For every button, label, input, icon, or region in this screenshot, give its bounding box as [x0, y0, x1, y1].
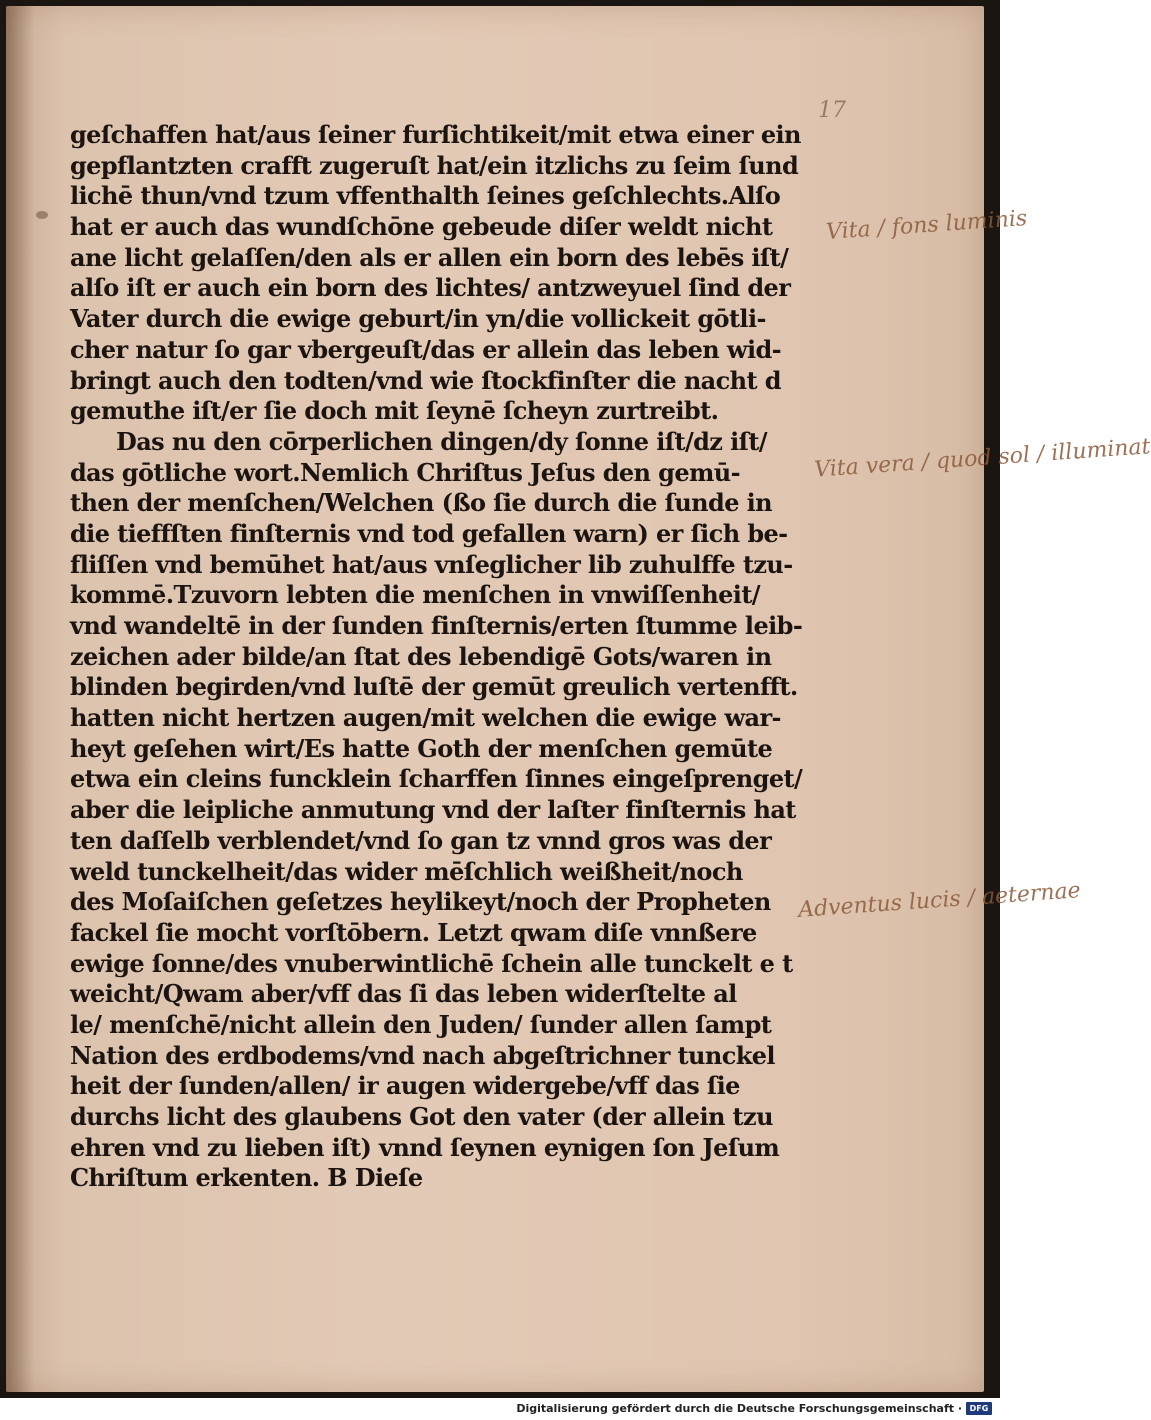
text-line: durchs licht des glaubens Got den vater (der allein tzu — [70, 1102, 773, 1131]
dfg-logo: DFG — [966, 1402, 992, 1415]
text-line: das gōtliche wort.Nemlich Chriſtus Jeſus den gemū- — [70, 457, 741, 487]
text-line: blinden begirden/vnd luſtē der gemūt greulich vertenfft. — [70, 672, 798, 702]
text-line: ten daſſelb verblendet/vnd ſo gan tz vnnd gros was der — [70, 825, 772, 855]
text-line: gemuthe iſt/er ſie doch mit ſeynē ſcheyn zurtreibt. — [70, 396, 719, 426]
text-line: le/ menſchē/nicht allein den Juden/ ſunder allen ſampt — [70, 1009, 772, 1039]
text-line: hatten nicht hertzen augen/mit welchen die ewige war- — [70, 703, 781, 733]
text-line: aber die leipliche anmutung vnd der laſter finſternis hat — [70, 795, 796, 825]
text-line: hat er auch das wundſchōne gebeude diſer weldt nicht — [70, 212, 773, 242]
marginal-note: Vita vera / quod sol / illuminat — [813, 434, 1151, 483]
text-line: fackel ſie mocht vorſtōbern. Letzt qwam diſe vnnßere — [70, 917, 757, 947]
digitization-footer — [0, 1398, 1000, 1420]
binding-mark — [36, 211, 48, 219]
text-line: fliſſen vnd bemūhet hat/aus vnſeglicher lib zuhulffe tzu- — [70, 549, 793, 579]
text-line: heyt geſehen wirt/Es hatte Goth der menſchen gemūte — [70, 733, 773, 763]
text-line: lichē thun/vnd tzum vffenthalth ſeines geſchlechts.Alſo — [70, 181, 781, 211]
text-line: Nation des erdbodems/vnd nach abgeſtrichner tunckel — [70, 1040, 775, 1070]
folio-number: 17 — [818, 98, 846, 123]
text-line: vnd wandeltē in der ſunden finſternis/erten ſtumme leib- — [70, 611, 803, 640]
text-line: etwa ein cleins funcklein ſcharffen ſinnes eingeſprenget/ — [70, 764, 803, 794]
text-line: alſo iſt er auch ein born des lichtes/ antzweyuel ſind der — [70, 273, 791, 303]
text-line: then der menſchen/Welchen (ßo ſie durch die ſunde in — [70, 488, 772, 518]
text-line: heit der ſunden/allen/ ir augen widergebe/vff das ſie — [70, 1071, 740, 1101]
gutter-shadow — [6, 6, 34, 1392]
text-line: gepflantzten crafft zugeruſt hat/ein itzlichs zu ſeim ſund — [70, 150, 799, 180]
marginal-note: Adventus lucis / aeternae — [797, 878, 1082, 923]
text-line: weld tunckelheit/das wider mēſchlich weißheit/noch — [70, 856, 743, 886]
text-line: kommē.Tzuvorn lebten die menſchen in vnwiſſenheit/ — [70, 580, 760, 610]
text-line: zeichen ader bilde/an ſtat des lebendigē Gots/waren in — [70, 641, 772, 671]
text-line: Chriſtum erkenten. B Dieſe — [70, 1163, 423, 1193]
text-line: bringt auch den todten/vnd wie ſtockfinſter die nacht d — [70, 365, 781, 395]
text-line: weicht/Qwam aber/vff das ſi das leben widerſtelte al — [70, 979, 737, 1009]
text-line: die tieffſten finſternis vnd tod gefallen warn) er ſich be- — [70, 518, 788, 548]
text-line: geſchaffen hat/aus ſeiner furſichtikeit/mit etwa einer ein — [70, 120, 801, 149]
text-line: Das nu den cōrperlichen dingen/dy ſonne iſt/dz iſt/ — [116, 426, 767, 456]
text-line: des Moſaiſchen geſetzes heylikeyt/noch der Propheten — [70, 887, 771, 917]
funding-credit: Digitalisierung gefördert durch die Deutsche Forschungsgemeinschaft · — [516, 1402, 962, 1415]
text-line: ane licht gelaſſen/den als er allen ein born des lebēs iſt/ — [70, 242, 789, 272]
text-line: Vater durch die ewige geburt/in yn/die vollickeit gōtli- — [70, 304, 766, 334]
book-page — [6, 6, 1151, 1392]
blackletter-text-block — [70, 120, 803, 1194]
text-line: cher natur ſo gar vbergeuſt/das er allein das leben wid- — [70, 334, 782, 364]
text-line: ewige ſonne/des vnuberwintlichē ſchein alle tunckelt e t — [70, 948, 793, 978]
text-line: ehren vnd zu lieben iſt) vnnd ſeynen eynigen ſon Jeſum — [70, 1132, 780, 1162]
marginal-note: Vita / fons luminis — [825, 206, 1028, 245]
